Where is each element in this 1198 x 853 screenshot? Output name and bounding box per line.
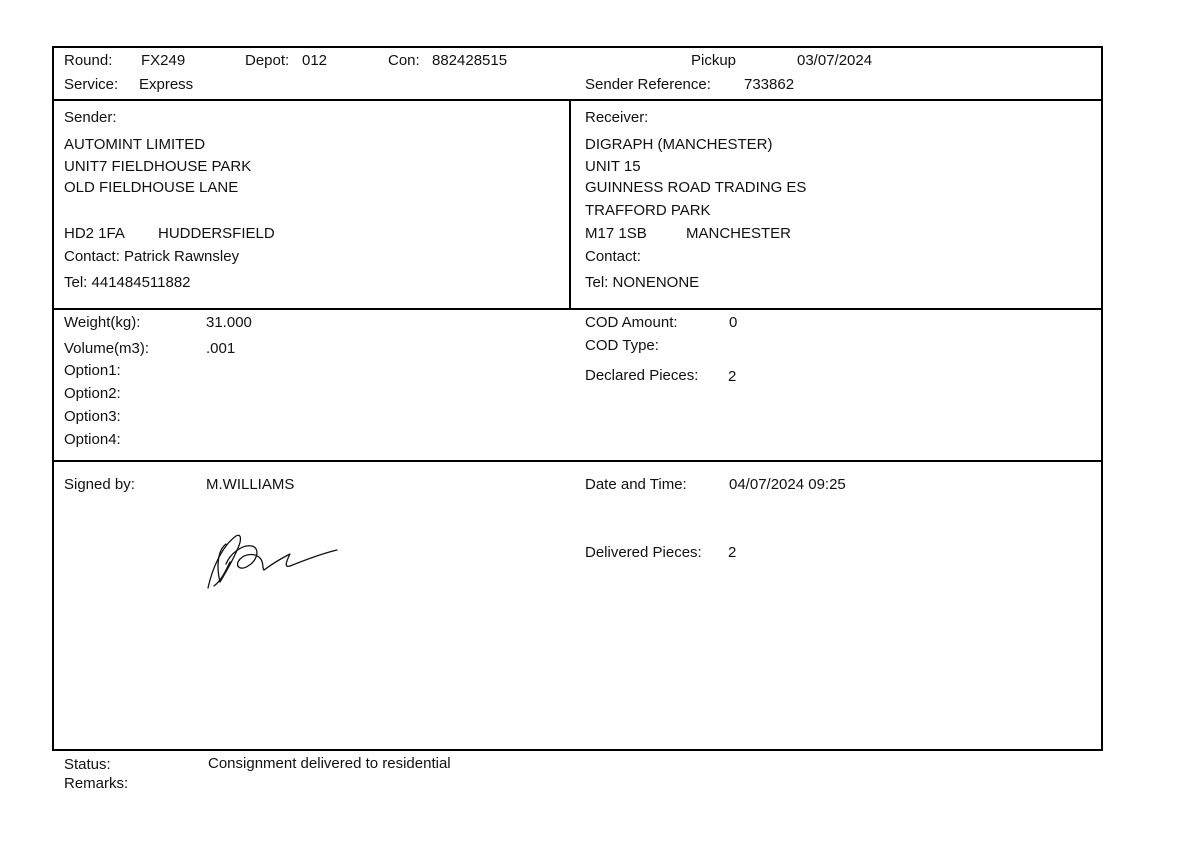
sender-reference-label: Sender Reference: bbox=[585, 76, 711, 93]
receiver-address-line-3: TRAFFORD PARK bbox=[585, 202, 711, 219]
cod-type-label: COD Type: bbox=[585, 337, 659, 354]
con-value: 882428515 bbox=[432, 52, 508, 69]
sender-postcode: HD2 1FA bbox=[64, 225, 125, 242]
option2-label: Option2: bbox=[64, 385, 121, 402]
receiver-postcode: M17 1SB bbox=[585, 225, 647, 242]
declared-pieces-label: Declared Pieces: bbox=[585, 367, 699, 384]
round-label: Round: bbox=[64, 52, 113, 69]
frame-right bbox=[1101, 46, 1103, 751]
pickup-label: Pickup bbox=[691, 52, 737, 69]
date-time-value: 04/07/2024 09:25 bbox=[729, 476, 846, 493]
signed-by-label: Signed by: bbox=[64, 476, 135, 493]
date-time-label: Date and Time: bbox=[585, 476, 687, 493]
volume-label: Volume(m3): bbox=[64, 340, 150, 357]
cod-amount-label: COD Amount: bbox=[585, 314, 678, 331]
divider-vertical-addresses bbox=[569, 99, 571, 310]
signature-image bbox=[200, 524, 345, 599]
frame-top bbox=[52, 46, 1103, 48]
delivered-pieces-label: Delivered Pieces: bbox=[585, 544, 702, 561]
receiver-city: MANCHESTER bbox=[686, 225, 792, 242]
frame-left bbox=[52, 46, 54, 751]
option4-label: Option4: bbox=[64, 431, 121, 448]
sender-contact: Contact: Patrick Rawnsley bbox=[64, 248, 240, 265]
receiver-label: Receiver: bbox=[585, 109, 649, 126]
option3-label: Option3: bbox=[64, 408, 121, 425]
receiver-contact: Contact: bbox=[585, 248, 641, 265]
receiver-address-line-1: UNIT 15 bbox=[585, 158, 641, 175]
sender-reference-value: 733862 bbox=[744, 76, 795, 93]
sender-telephone: Tel: 441484511882 bbox=[64, 274, 191, 291]
depot-label: Depot: bbox=[245, 52, 290, 69]
sender-address-line-2: OLD FIELDHOUSE LANE bbox=[64, 179, 239, 196]
sender-address-line-1: UNIT7 FIELDHOUSE PARK bbox=[64, 158, 252, 175]
remarks-label: Remarks: bbox=[64, 775, 129, 792]
weight-label: Weight(kg): bbox=[64, 314, 141, 331]
signed-by-value: M.WILLIAMS bbox=[206, 476, 295, 493]
delivered-pieces-value: 2 bbox=[728, 544, 737, 561]
divider-header bbox=[52, 99, 1103, 101]
service-value: Express bbox=[139, 76, 194, 93]
pickup-date: 03/07/2024 bbox=[797, 52, 873, 69]
sender-name: AUTOMINT LIMITED bbox=[64, 136, 206, 153]
round-value: FX249 bbox=[141, 52, 186, 69]
sender-label: Sender: bbox=[64, 109, 117, 126]
weight-value: 31.000 bbox=[206, 314, 252, 331]
cod-amount-value: 0 bbox=[729, 314, 738, 331]
volume-value: .001 bbox=[206, 340, 236, 357]
receiver-name: DIGRAPH (MANCHESTER) bbox=[585, 136, 773, 153]
status-value: Consignment delivered to residential bbox=[208, 755, 451, 772]
service-label: Service: bbox=[64, 76, 119, 93]
option1-label: Option1: bbox=[64, 362, 121, 379]
con-label: Con: bbox=[388, 52, 420, 69]
status-label: Status: bbox=[64, 756, 111, 773]
depot-value: 012 bbox=[302, 52, 328, 69]
declared-pieces-value: 2 bbox=[728, 368, 737, 385]
frame-bottom bbox=[52, 749, 1103, 751]
receiver-telephone: Tel: NONENONE bbox=[585, 274, 700, 291]
divider-addresses bbox=[52, 308, 1103, 310]
receiver-address-line-2: GUINNESS ROAD TRADING ES bbox=[585, 179, 807, 196]
sender-city: HUDDERSFIELD bbox=[158, 225, 275, 242]
divider-details bbox=[52, 460, 1103, 462]
